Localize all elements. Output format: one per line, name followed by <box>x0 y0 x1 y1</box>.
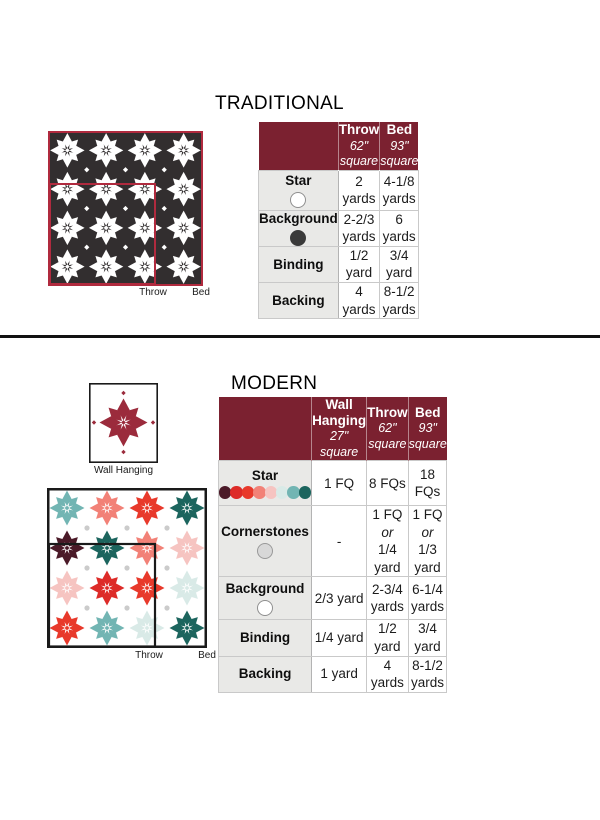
row-header <box>219 620 312 656</box>
circle-white-swatch <box>257 600 273 616</box>
row-header <box>259 246 339 282</box>
corner-header-cell <box>219 397 312 461</box>
circle-gray-swatch <box>257 543 273 559</box>
header-row <box>219 397 447 461</box>
column-name: Throw <box>367 404 408 420</box>
row-label: Backing <box>238 666 292 682</box>
traditional-quilt-diagram <box>48 131 203 286</box>
value-cell: 4 yards <box>338 282 380 318</box>
row-label: Cornerstones <box>221 524 309 540</box>
column-name: Wall Hanging <box>312 397 367 428</box>
modern-quilt-diagram <box>47 488 207 648</box>
row-header <box>219 577 312 620</box>
value-cell: 1 FQ or 1/3 yard <box>408 506 447 577</box>
wall-hanging-diagram <box>89 383 158 463</box>
table-row <box>219 577 447 620</box>
header-row <box>259 122 419 170</box>
table-row <box>259 170 419 210</box>
table-row <box>259 246 419 282</box>
traditional-bed-size-label: Bed <box>192 287 210 298</box>
table-row <box>259 210 419 246</box>
palette-dot <box>287 486 299 498</box>
modern-yardage-table <box>218 397 447 693</box>
value-cell: 1 yard <box>312 656 367 692</box>
value-cell: 3/4 yard <box>408 620 447 656</box>
modern-throw-size-label: Throw <box>135 650 163 661</box>
value-cell: 1/2 yard <box>338 246 380 282</box>
row-label: Star <box>251 467 279 483</box>
row-header <box>219 506 312 577</box>
palette-dot <box>253 486 265 498</box>
row-header <box>219 656 312 692</box>
row-header <box>219 461 312 506</box>
modern-bed-size-label: Bed <box>198 650 216 661</box>
row-label: Backing <box>272 292 325 308</box>
row-label: Binding <box>239 630 291 646</box>
traditional-throw-size-label: Throw <box>139 287 167 298</box>
column-header <box>380 122 419 170</box>
value-cell: 2/3 yard <box>312 577 367 620</box>
value-cell: 1/4 yard <box>312 620 367 656</box>
section-divider <box>0 335 600 338</box>
table-row <box>219 461 447 506</box>
table-row <box>219 506 447 577</box>
row-label: Background <box>225 581 305 597</box>
star-palette-dots <box>219 486 311 498</box>
value-cell: 4-1/8 yards <box>380 170 419 210</box>
value-cell: - <box>312 506 367 577</box>
value-cell: 2-2/3 yards <box>338 210 380 246</box>
value-cell: 6-1/4 yards <box>408 577 447 620</box>
circle-white-swatch <box>290 192 306 208</box>
column-name: Throw <box>338 122 380 137</box>
value-cell: 8-1/2 yards <box>408 656 447 692</box>
row-header <box>259 170 339 210</box>
value-cell: 8-1/2 yards <box>380 282 419 318</box>
palette-dot <box>299 486 311 498</box>
column-size: 27" square <box>320 429 359 459</box>
corner-header-cell <box>259 122 339 170</box>
value-cell: 1 FQ or 1/4 yard <box>367 506 409 577</box>
table-row <box>259 282 419 318</box>
value-cell: 3/4 yard <box>380 246 419 282</box>
traditional-section-title: TRADITIONAL <box>215 93 344 114</box>
column-size: 93" square <box>408 421 447 451</box>
column-size: 62" square <box>368 421 407 451</box>
value-cell: 4 yards <box>367 656 409 692</box>
value-cell: 2-3/4 yards <box>367 577 409 620</box>
column-name: Bed <box>386 122 413 137</box>
column-header <box>338 122 380 170</box>
value-cell: 2 yards <box>338 170 380 210</box>
row-header <box>259 210 339 246</box>
column-header <box>312 397 367 461</box>
column-name: Bed <box>414 404 441 420</box>
value-cell: 1/2 yard <box>367 620 409 656</box>
value-cell: 18 FQs <box>408 461 447 506</box>
table-row <box>219 620 447 656</box>
row-label: Background <box>259 211 338 227</box>
column-header <box>367 397 409 461</box>
table-row <box>219 656 447 692</box>
traditional-yardage-table <box>258 122 419 319</box>
palette-dot <box>230 486 242 498</box>
column-size: 93" square <box>380 138 419 169</box>
wall-hanging-size-label: Wall Hanging <box>93 465 154 476</box>
row-label: Star <box>285 173 312 188</box>
row-header <box>259 282 339 318</box>
column-header <box>408 397 447 461</box>
modern-section-title: MODERN <box>231 373 318 394</box>
row-label: Binding <box>273 256 324 272</box>
column-size: 62" square <box>339 138 379 169</box>
value-cell: 8 FQs <box>367 461 409 506</box>
circle-black-swatch <box>290 230 306 246</box>
value-cell: 6 yards <box>380 210 419 246</box>
value-cell: 1 FQ <box>312 461 367 506</box>
